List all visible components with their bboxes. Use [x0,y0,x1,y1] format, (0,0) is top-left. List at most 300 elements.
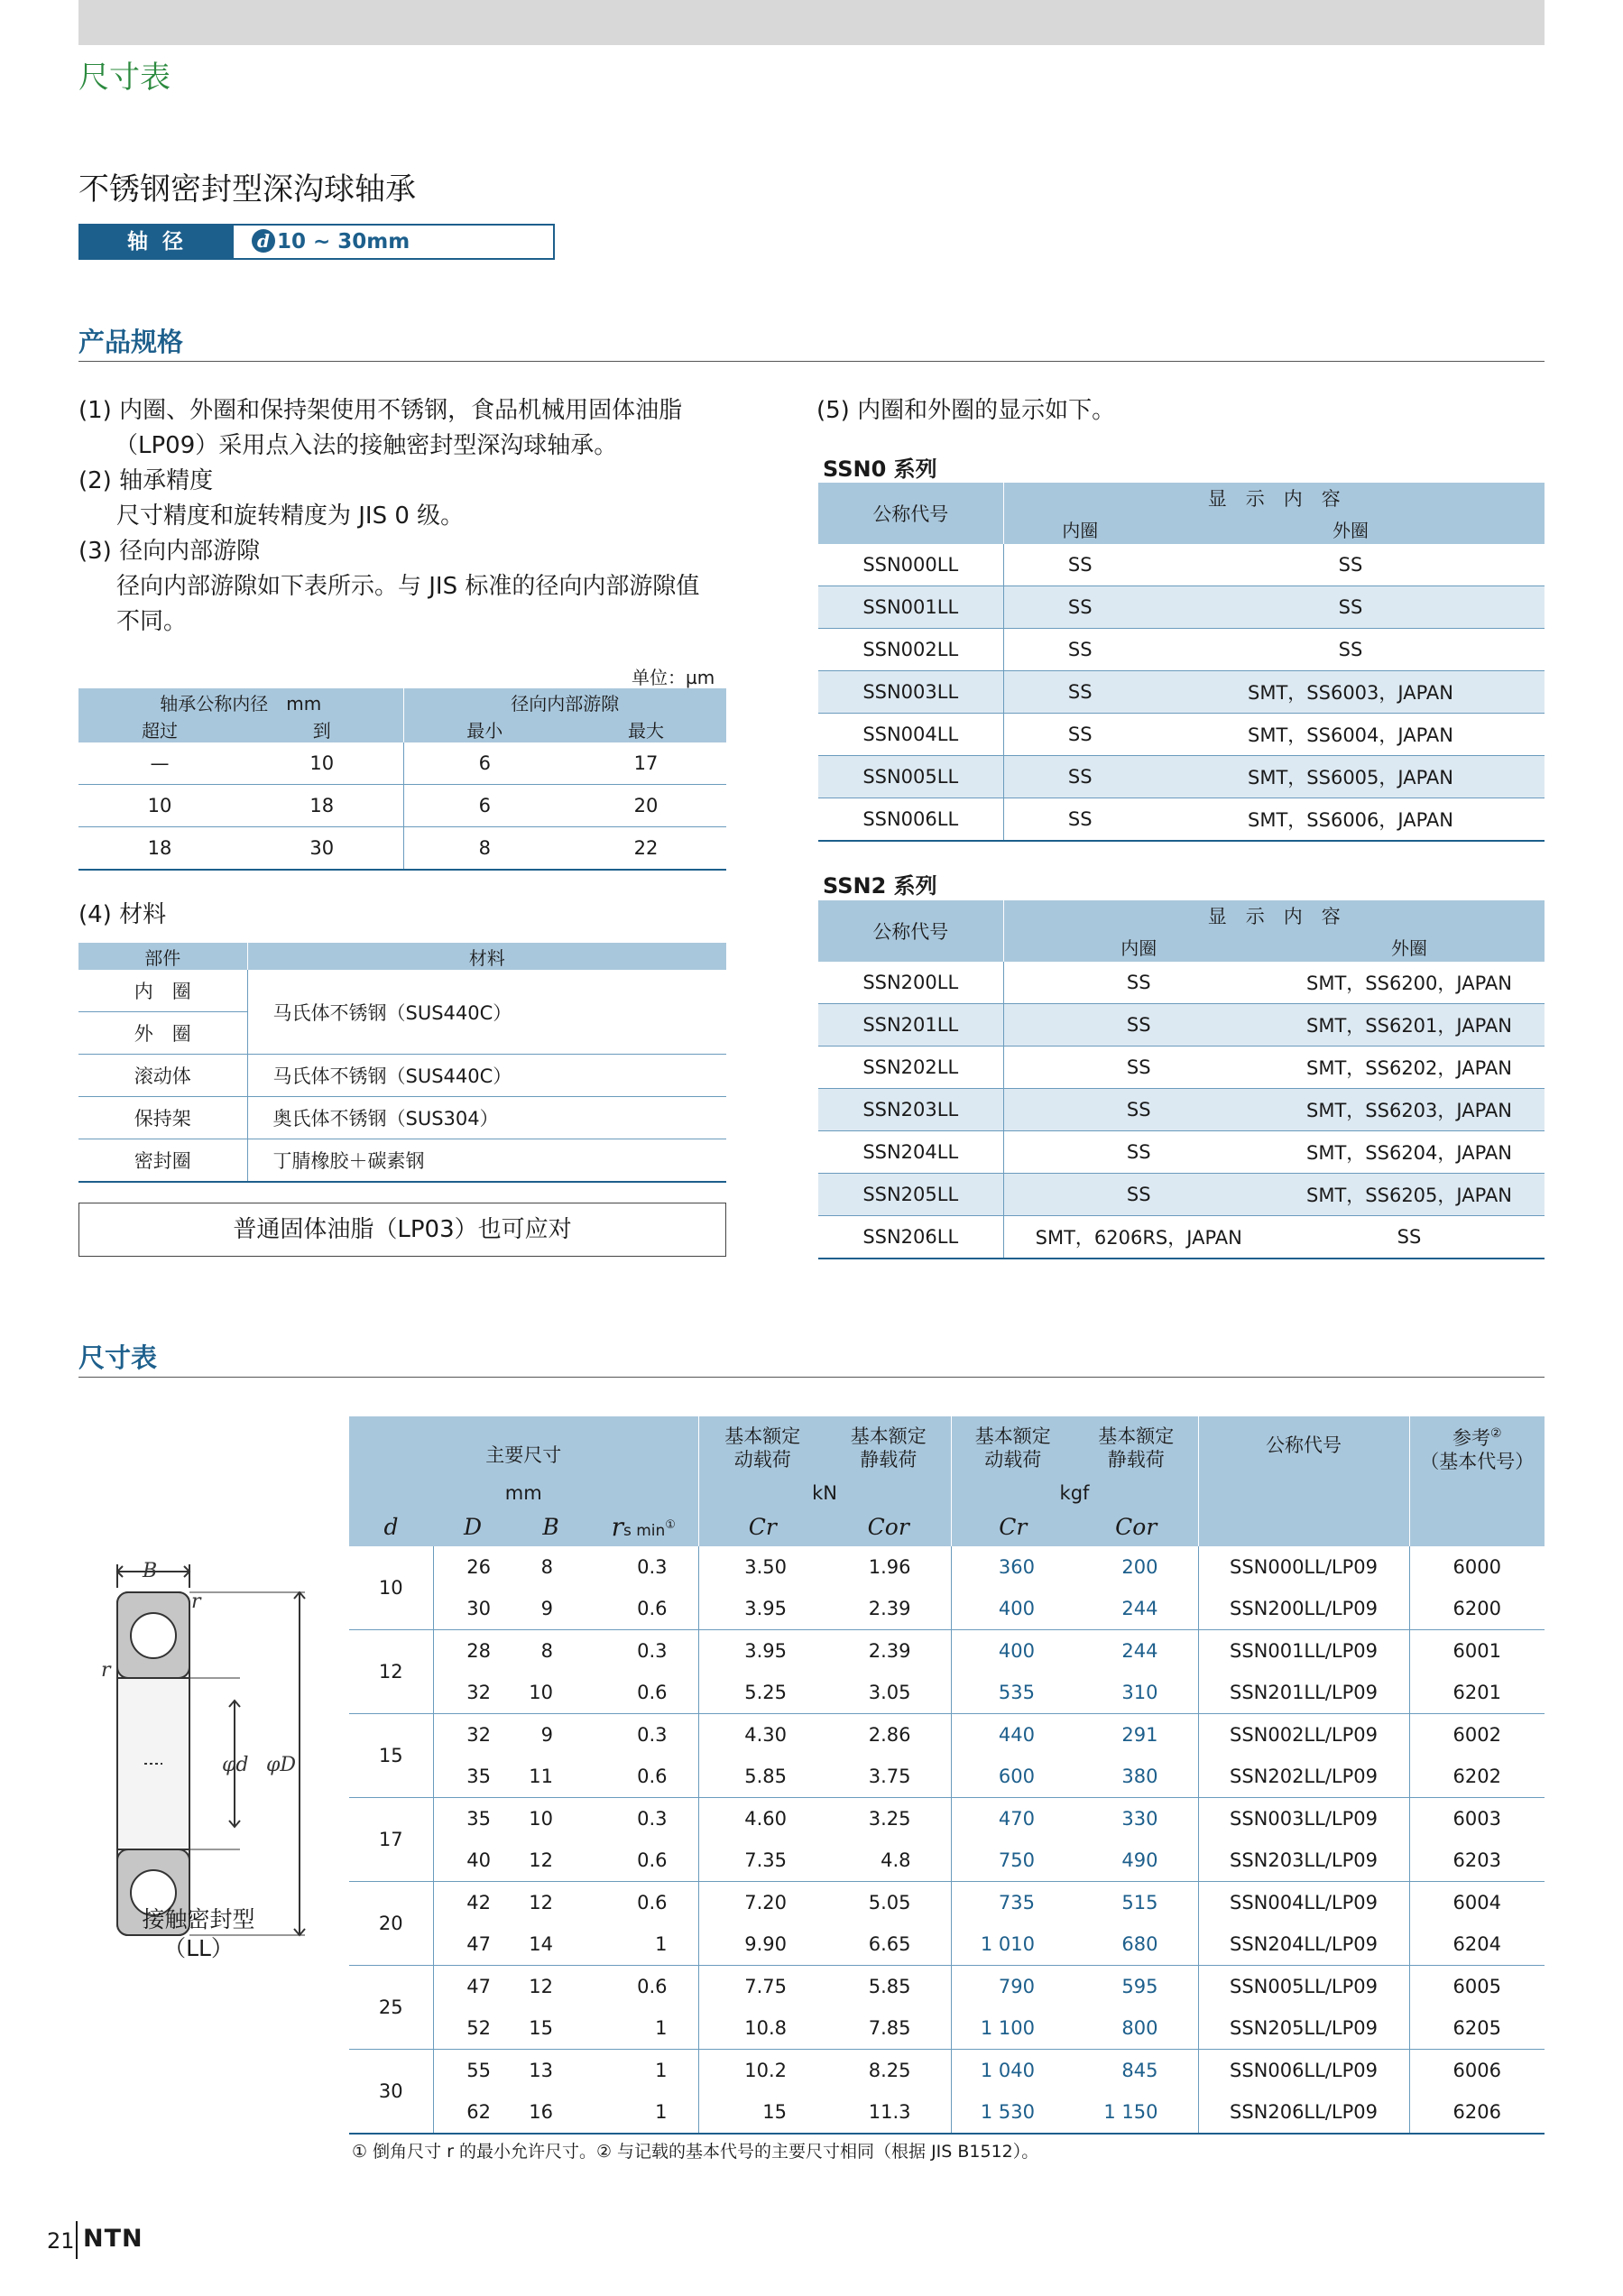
dim-cor-kn: 2.39 [826,1630,951,1673]
label-r: r [191,1591,201,1613]
dim-code: SSN204LL/LP09 [1198,1923,1409,1966]
dim-d-value: 12 [349,1630,433,1714]
dim-cr-kn: 3.50 [744,1556,787,1578]
table-row [349,1798,1545,1840]
marking-outer: SMT，SS6201，JAPAN [1274,1004,1545,1047]
dim-cr-kn: 15 [698,2091,826,2134]
dim-d-value: 17 [349,1798,433,1882]
dim-cr-kn: 4.30 [744,1724,787,1746]
dim-B: 9 [540,1724,553,1746]
dim-code: SSN203LL/LP09 [1198,1840,1409,1882]
footer-divider [76,2221,78,2259]
marking-outer: SMT，SS6005，JAPAN [1157,756,1545,798]
ntn-logo: NTN [83,2225,143,2253]
table-row [349,1966,1545,2008]
spec-text [78,393,764,640]
marking-code: SSN202LL [818,1047,1003,1089]
dim-r: 0.6 [589,1966,698,2008]
table-row [349,2007,1545,2050]
marking-code: SSN200LL [818,962,1003,1004]
marking-code: SSN206LL [818,1216,1003,1259]
clearance-h-bore: 轴承公称内径 mm [78,688,403,715]
page-title: 不锈钢密封型深沟球轴承 [78,171,416,207]
dim-D: 47 [466,1976,491,1997]
marking-inner: SS [1003,671,1157,714]
ssn2-h-inner: 内圈 [1003,931,1274,962]
clearance-cell: 6 [403,785,566,827]
dim-cr-kn: 10.2 [744,2060,787,2081]
ssn2-h-disp: 显 示 内 容 [1003,900,1545,931]
ssn2-table [818,900,1545,1259]
ssn2-title: SSN2 系列 [823,873,937,899]
spec-p3: (3) 径向内部游隙 [78,538,261,565]
dim-code: SSN005LL/LP09 [1198,1966,1409,2008]
dim-ref: 6000 [1452,1556,1501,1578]
clearance-h-min: 最小 [403,715,566,742]
marking-outer: SS [1157,586,1545,629]
dim-cor-kgf: 800 [1074,2007,1198,2050]
dim-r: 0.6 [589,1882,698,1924]
dim-cr-kgf: 400 [951,1588,1074,1630]
material-value: 丁腈橡胶＋碳素钢 [247,1139,726,1183]
dim-ref: 6206 [1409,2091,1545,2134]
dim-D: 40 [433,1840,512,1882]
dim-h-kn: kN [698,1480,951,1507]
dim-h-main: 主要尺寸 [349,1416,698,1480]
ssn0-h-inner: 内圈 [1003,513,1157,544]
dim-r: 0.6 [589,1588,698,1630]
spec-rule [78,361,1545,362]
shaft-value [252,226,410,258]
spec-p1b: （LP09）采用点入法的接触密封型深沟球轴承。 [115,432,618,459]
dim-d-value: 15 [349,1714,433,1798]
clearance-cell: 10 [241,742,403,785]
dim-B: 12 [512,1840,589,1882]
dim-ref: 6005 [1452,1976,1501,1997]
dim-cor-kgf: 330 [1074,1798,1198,1840]
dim-cr-kgf: 790 [998,1976,1035,1997]
clearance-h-over: 超过 [78,715,241,742]
marking-title: (5) 内圈和外圈的显示如下。 [816,397,1116,424]
marking-inner: SS [1003,1004,1274,1047]
dim-col-r: rs min① [589,1507,698,1546]
table-row [818,1004,1545,1047]
marking-code: SSN205LL [818,1174,1003,1216]
dim-h-ref2: （基本代号） [1420,1451,1535,1472]
dim-D: 26 [466,1556,491,1578]
clearance-cell: 18 [78,827,241,871]
dim-d-value: 30 [349,2050,433,2135]
table-row [78,827,726,871]
spec-p2b: 尺寸精度和旋转精度为 JIS 0 级。 [116,503,465,530]
material-part: 外 圈 [78,1012,247,1055]
table-row [349,1923,1545,1966]
dim-r: 1 [589,2007,698,2050]
table-row [818,1047,1545,1089]
dim-r: 0.6 [589,1756,698,1798]
clearance-cell: 30 [241,827,403,871]
dim-D: 30 [433,1588,512,1630]
dim-h-cor-kgf: 基本额定 静载荷 [1074,1416,1198,1480]
marking-code: SSN002LL [818,629,1003,671]
dim-B: 13 [529,2060,553,2081]
dim-D: 35 [433,1756,512,1798]
dim-cor-kn: 5.05 [826,1882,951,1924]
marking-inner: SS [1003,798,1157,842]
dim-r: 0.6 [589,1672,698,1714]
shaft-label: 轴 径 [80,226,234,258]
dim-col-cr-kgf: Cr [951,1507,1074,1546]
dim-cor-kgf: 490 [1074,1840,1198,1882]
table-row [349,1588,1545,1630]
dim-r: 1 [589,2091,698,2134]
ssn0-title: SSN0 系列 [823,456,937,482]
dim-B: 14 [512,1923,589,1966]
marking-outer: SMT，SS6203，JAPAN [1274,1089,1545,1131]
ssn0-h-code: 公称代号 [818,483,1003,544]
dim-cor-kn: 7.85 [826,2007,951,2050]
dim-r: 0.3 [589,1798,698,1840]
spec-p2: (2) 轴承精度 [78,467,214,494]
table-row [349,1756,1545,1798]
dim-cor-kgf: 380 [1074,1756,1198,1798]
top-bar [78,0,1545,45]
dim-B: 10 [512,1672,589,1714]
dim-cor-kn: 3.75 [826,1756,951,1798]
marking-outer: SMT，SS6003，JAPAN [1157,671,1545,714]
dim-D: 32 [466,1724,491,1746]
table-row [818,629,1545,671]
dim-B: 11 [512,1756,589,1798]
dim-cr-kgf: 1 530 [951,2091,1074,2134]
dim-h-cor-kn: 基本额定 静载荷 [826,1416,951,1480]
dim-r: 0.3 [589,1546,698,1588]
marking-inner: SS [1003,1131,1274,1174]
dim-cor-kn: 5.85 [826,1966,951,2008]
marking-inner: SS [1003,1089,1274,1131]
dim-ref: 6200 [1409,1588,1545,1630]
ssn0-h-outer: 外圈 [1157,513,1545,544]
dim-code: SSN004LL/LP09 [1198,1882,1409,1924]
dim-cr-kgf: 600 [951,1756,1074,1798]
marking-inner: SS [1003,756,1157,798]
marking-outer: SMT，SS6004，JAPAN [1157,714,1545,756]
dim-cr-kn: 7.75 [744,1976,787,1997]
material-part: 内 圈 [78,970,247,1012]
dim-cr-kn: 9.90 [698,1923,826,1966]
table-row [78,742,726,785]
table-row [818,671,1545,714]
dim-cor-kgf: 595 [1074,1966,1198,2008]
dimension-table [349,1416,1545,2135]
dim-cor-kgf: 291 [1074,1714,1198,1757]
dim-B: 12 [529,1976,553,1997]
dim-cor-kn: 3.25 [826,1798,951,1840]
table-row [818,586,1545,629]
dim-cr-kn: 5.25 [698,1672,826,1714]
dim-rule [78,1377,1545,1378]
label-r: r [101,1659,111,1682]
dim-cr-kn: 5.85 [698,1756,826,1798]
dim-cr-kgf: 1 100 [951,2007,1074,2050]
header-title: 尺寸表 [78,60,171,96]
dim-r: 1 [589,2050,698,2092]
dim-col-r-letter: r [611,1511,623,1542]
clearance-cell: 20 [566,785,726,827]
dim-section-title: 尺寸表 [78,1342,158,1373]
d-symbol-icon: d [252,229,275,253]
dim-cor-kn: 2.86 [826,1714,951,1757]
dim-D: 42 [466,1892,491,1913]
label-phi-D: φD [266,1754,297,1776]
material-part: 密封圈 [78,1139,247,1183]
dim-r: 0.3 [589,1630,698,1673]
dim-cor-kn: 8.25 [826,2050,951,2092]
clearance-h-max: 最大 [566,715,726,742]
table-row [818,1174,1545,1216]
dim-cor-kgf: 244 [1074,1588,1198,1630]
dim-cor-kgf: 200 [1074,1546,1198,1588]
clearance-cell: — [78,742,241,785]
marking-code: SSN000LL [818,544,1003,586]
dim-cor-kgf: 680 [1074,1923,1198,1966]
material-h-part: 部件 [78,943,247,970]
dim-col-cor-kgf: Cor [1074,1507,1198,1546]
dim-cr-kgf: 1 040 [980,2060,1035,2081]
material-value: 奥氏体不锈钢（SUS304） [247,1097,726,1139]
marking-outer: SMT，SS6204，JAPAN [1274,1131,1545,1174]
dim-cr-kgf: 735 [998,1892,1035,1913]
dim-r: 1 [589,1923,698,1966]
marking-code: SSN001LL [818,586,1003,629]
spec-p3c: 不同。 [116,608,188,635]
dim-code: SSN201LL/LP09 [1198,1672,1409,1714]
dim-code: SSN000LL/LP09 [1198,1546,1409,1588]
dim-cr-kn: 10.8 [698,2007,826,2050]
dim-ref: 6004 [1452,1892,1501,1913]
dim-cr-kgf: 400 [998,1640,1035,1662]
table-row [818,756,1545,798]
dim-cor-kn: 11.3 [826,2091,951,2134]
dim-col-d: d [349,1507,433,1546]
dim-D: 35 [466,1808,491,1830]
dim-cor-kn: 6.65 [826,1923,951,1966]
dim-cor-kgf: 845 [1074,2050,1198,2092]
table-row [349,1882,1545,1924]
material-table [78,943,726,1183]
material-title: (4) 材料 [78,901,167,928]
table-row [78,785,726,827]
label-B: B [143,1560,158,1582]
marking-code: SSN003LL [818,671,1003,714]
ssn0-table [818,483,1545,842]
dim-code: SSN205LL/LP09 [1198,2007,1409,2050]
dim-B: 10 [529,1808,553,1830]
page-number: 21 [47,2228,75,2254]
table-row [349,2091,1545,2134]
dim-ref: 6203 [1409,1840,1545,1882]
dim-col-cr: Cr [698,1507,826,1546]
diagram-caption-line1: 接触密封型 [142,1906,255,1932]
table-row [818,1216,1545,1259]
clearance-cell: 18 [241,785,403,827]
dim-h-ref: 参考② （基本代号） [1409,1416,1545,1546]
dim-col-D: D [433,1507,512,1546]
table-row [349,1672,1545,1714]
marking-inner: SS [1003,1174,1274,1216]
clearance-cell: 10 [78,785,241,827]
dim-col-B: B [512,1507,589,1546]
marking-outer: SS [1274,1216,1545,1259]
dim-D: 47 [433,1923,512,1966]
dim-code: SSN003LL/LP09 [1198,1798,1409,1840]
dim-cr-kgf: 750 [951,1840,1074,1882]
footnote: ① 倒角尺寸 r 的最小允许尺寸。② 与记载的基本代号的主要尺寸相同（根据 JIS B1512）。 [352,2142,1039,2162]
marking-inner: SS [1003,629,1157,671]
table-row [818,544,1545,586]
table-row [818,1131,1545,1174]
dim-d-value: 20 [349,1882,433,1966]
dim-d-value: 25 [349,1966,433,2050]
dim-cr-kgf: 440 [998,1724,1035,1746]
dim-d-value: 10 [349,1546,433,1630]
material-part: 保持架 [78,1097,247,1139]
dim-code: SSN001LL/LP09 [1198,1630,1409,1673]
dim-h-cr-kgf: 基本额定 动载荷 [951,1416,1074,1480]
dim-r: 0.3 [589,1714,698,1757]
material-h-mat: 材料 [247,943,726,970]
dim-ref: 6202 [1409,1756,1545,1798]
dim-B: 8 [540,1556,553,1578]
dim-D: 52 [433,2007,512,2050]
spec-section-title: 产品规格 [78,327,184,357]
dim-B: 9 [512,1588,589,1630]
marking-inner: SS [1003,544,1157,586]
dim-h-mm: mm [349,1480,698,1507]
marking-inner: SMT，6206RS，JAPAN [1003,1216,1274,1259]
diagram-caption-line2: （LL） [163,1935,234,1961]
spec-p3b: 径向内部游隙如下表所示。与 JIS 标准的径向内部游隙值 [116,573,700,600]
marking-outer: SS [1157,629,1545,671]
ssn2-h-outer: 外圈 [1274,931,1545,962]
dim-code: SSN200LL/LP09 [1198,1588,1409,1630]
dim-ref: 6201 [1409,1672,1545,1714]
dim-code: SSN002LL/LP09 [1198,1714,1409,1757]
marking-code: SSN006LL [818,798,1003,842]
marking-outer: SS [1157,544,1545,586]
marking-code: SSN004LL [818,714,1003,756]
dim-col-r-sub: s min [622,1521,666,1540]
material-part: 滚动体 [78,1055,247,1097]
dim-ref: 6205 [1409,2007,1545,2050]
dim-code: SSN202LL/LP09 [1198,1756,1409,1798]
table-row [818,714,1545,756]
clearance-h-to: 到 [241,715,403,742]
table-row [349,1630,1545,1673]
dim-D: 28 [466,1640,491,1662]
marking-inner: SS [1003,962,1274,1004]
marking-outer: SMT，SS6202，JAPAN [1274,1047,1545,1089]
marking-inner: SS [1003,714,1157,756]
table-row [818,962,1545,1004]
dim-ref: 6006 [1452,2060,1501,2081]
clearance-table [78,688,726,871]
dim-B: 8 [540,1640,553,1662]
ssn0-h-disp: 显 示 内 容 [1003,483,1545,513]
diagram-caption [117,1905,280,1963]
dim-B: 12 [529,1892,553,1913]
dim-r: 0.6 [589,1840,698,1882]
shaft-range: 10 ~ 30mm [277,230,410,254]
dim-cr-kn: 3.95 [744,1640,787,1662]
dim-cor-kgf: 515 [1074,1882,1198,1924]
dim-D: 32 [433,1672,512,1714]
marking-outer: SMT，SS6205，JAPAN [1274,1174,1545,1216]
dim-cor-kgf: 1 150 [1074,2091,1198,2134]
dim-D: 62 [433,2091,512,2134]
marking-code: SSN005LL [818,756,1003,798]
table-row [818,1089,1545,1131]
table-row [349,2050,1545,2092]
material-value: 马氏体不锈钢（SUS440C） [247,1055,726,1097]
table-row [349,1546,1545,1588]
dim-cor-kgf: 244 [1074,1630,1198,1673]
grease-note: 普通固体油脂（LP03）也可应对 [78,1203,726,1257]
table-row [818,798,1545,842]
table-row [349,1714,1545,1757]
marking-outer: SMT，SS6200，JAPAN [1274,962,1545,1004]
clearance-cell: 22 [566,827,726,871]
marking-code: SSN203LL [818,1089,1003,1131]
dim-ref: 6003 [1452,1808,1501,1830]
dim-cr-kn: 4.60 [744,1808,787,1830]
dim-cor-kn: 2.39 [826,1588,951,1630]
label-phi-d: φd [222,1754,249,1776]
dim-cr-kgf: 1 010 [951,1923,1074,1966]
dim-cor-kn: 3.05 [826,1672,951,1714]
clearance-h-clear: 径向内部游隙 [403,688,726,715]
marking-inner: SS [1003,586,1157,629]
dim-code: SSN006LL/LP09 [1198,2050,1409,2092]
dim-h-ref-label: 参考 [1452,1427,1490,1449]
dim-cr-kn: 7.20 [744,1892,787,1913]
dim-cr-kgf: 360 [998,1556,1035,1578]
dim-ref: 6001 [1452,1640,1501,1662]
dim-ref: 6204 [1409,1923,1545,1966]
dim-code: SSN206LL/LP09 [1198,2091,1409,2134]
marking-code: SSN204LL [818,1131,1003,1174]
marking-inner: SS [1003,1047,1274,1089]
dim-h-kgf: kgf [951,1480,1198,1507]
ssn2-h-code: 公称代号 [818,900,1003,962]
dim-B: 16 [512,2091,589,2134]
dim-col-cor: Cor [826,1507,951,1546]
dim-h-cr-kn: 基本额定 动载荷 [698,1416,826,1480]
marking-code: SSN201LL [818,1004,1003,1047]
dim-h-code: 公称代号 [1198,1416,1409,1546]
dim-cor-kn: 1.96 [826,1546,951,1588]
dim-cr-kgf: 535 [951,1672,1074,1714]
unit-label: 单位：µm [632,667,715,688]
shaft-range-box [78,224,555,260]
dim-ref: 6002 [1452,1724,1501,1746]
dim-cor-kgf: 310 [1074,1672,1198,1714]
clearance-cell: 8 [403,827,566,871]
dim-cor-kn: 4.8 [826,1840,951,1882]
table-row [349,1840,1545,1882]
spec-p1: (1) 内圈、外圈和保持架使用不锈钢，食品机械用固体油脂 [78,397,683,424]
marking-outer: SMT，SS6006，JAPAN [1157,798,1545,842]
